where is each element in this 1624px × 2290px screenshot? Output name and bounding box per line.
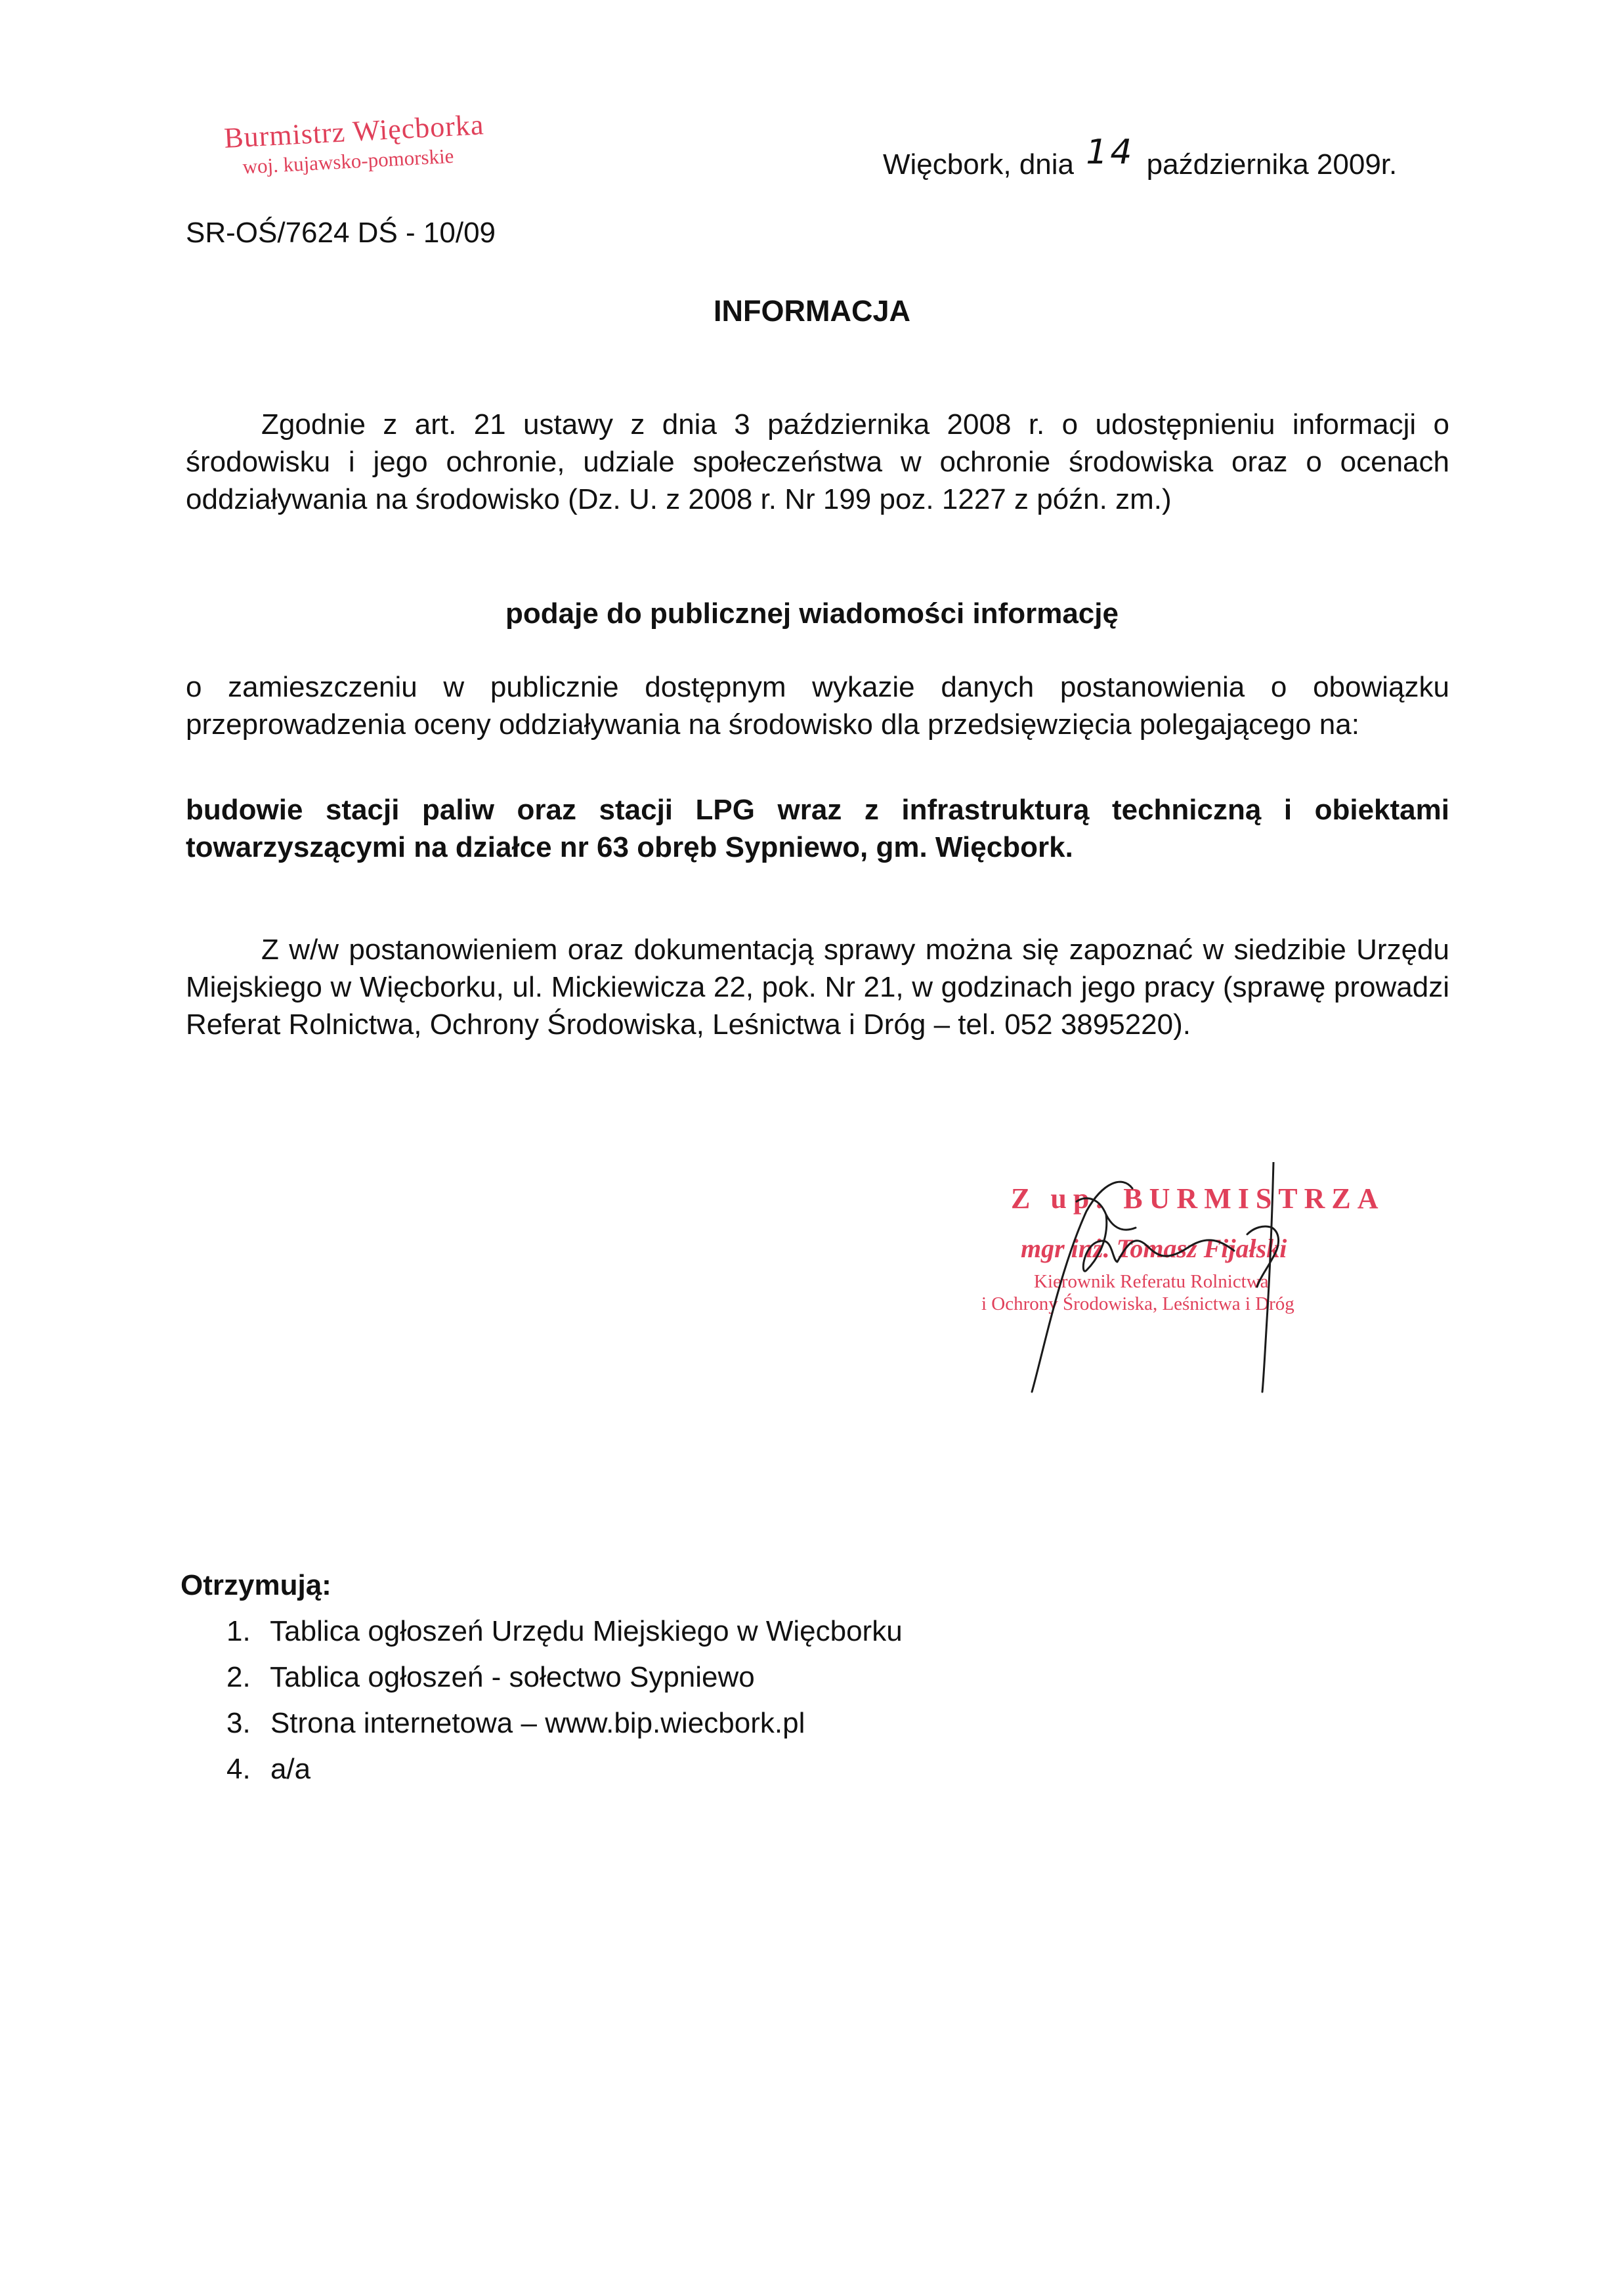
list-item-text: Strona internetowa – www.bip.wiecbork.pl bbox=[270, 1707, 805, 1739]
list-item-text: a/a bbox=[270, 1753, 311, 1785]
date-suffix: października 2009r. bbox=[1146, 148, 1398, 181]
list-item-number: 2. bbox=[226, 1661, 251, 1693]
signature-stamp-role-line2: i Ochrony Środowiska, Leśnictwa i Dróg bbox=[981, 1293, 1294, 1314]
list-item-number: 3. bbox=[226, 1707, 251, 1739]
recipients-title: Otrzymują: bbox=[181, 1569, 331, 1601]
recipients-list bbox=[226, 1615, 903, 1799]
handwritten-signature bbox=[972, 1162, 1431, 1398]
project-description: budowie stacji paliw oraz stacji LPG wraz z infrastrukturą techniczną i obiektami towarzyszącymi na działce nr 63 obręb Sypniewo, gm. Więcbork. bbox=[186, 794, 1449, 863]
issuer-stamp-region: woj. kujawsko-pomorskie bbox=[242, 144, 455, 179]
issuer-stamp-name: Burmistrz Więcborka bbox=[223, 108, 485, 154]
announcement-line: podaje do publicznej wiadomości informację bbox=[505, 597, 1119, 630]
issuer-stamp bbox=[223, 108, 486, 180]
date-day-handwritten: 14 bbox=[1086, 133, 1135, 172]
date-prefix: Więcbork, dnia bbox=[883, 148, 1075, 181]
list-item bbox=[226, 1615, 903, 1661]
list-item-number: 4. bbox=[226, 1753, 251, 1785]
signature-stamp-role-line1: Kierownik Referatu Rolnictwa bbox=[1034, 1271, 1269, 1292]
list-item-number: 1. bbox=[226, 1615, 251, 1647]
signature-stamp-title: Z up. BURMISTRZA bbox=[1011, 1182, 1385, 1215]
list-item bbox=[226, 1661, 903, 1707]
list-item-text: Tablica ogłoszeń - sołectwo Sypniewo bbox=[270, 1661, 755, 1693]
signature-stamp-name: mgr inż. Tomasz Fijałski bbox=[1021, 1234, 1287, 1263]
date-line bbox=[883, 133, 1398, 183]
reference-number: SR-OŚ/7624 DŚ - 10/09 bbox=[186, 217, 496, 249]
list-item-text: Tablica ogłoszeń Urzędu Miejskiego w Więcborku bbox=[270, 1615, 903, 1647]
access-info-paragraph: Z w/w postanowieniem oraz dokumentacją sprawy można się zapoznać w siedzibie Urzędu Miejskiego w Więcborku, ul. Mickiewicza 22, pok. Nr 21, w godzinach jego pracy (sprawę prowadzi Referat Rolnictwa, Ochrony Środowiska, Leśnictwa i Dróg – tel. 052 3895220). bbox=[186, 934, 1449, 1041]
list-item bbox=[226, 1707, 903, 1753]
document-title: INFORMACJA bbox=[714, 294, 910, 328]
legal-basis-paragraph: Zgodnie z art. 21 ustawy z dnia 3 października 2008 r. o udostępnieniu informacji o środowisku i jego ochronie, udziale społeczeństwa w ochronie środowiska oraz o ocenach oddziaływania na środowisko (Dz. U. z 2008 r. Nr 199 poz. 1227 z późn. zm.) bbox=[186, 408, 1449, 515]
list-item bbox=[226, 1753, 903, 1799]
subject-paragraph: o zamieszczeniu w publicznie dostępnym wykazie danych postanowienia o obowiązku przeprowadzenia oceny oddziaływania na środowisko dla przedsięwzięcia polegającego na: bbox=[186, 671, 1449, 741]
signature-stamp bbox=[972, 1162, 1431, 1398]
